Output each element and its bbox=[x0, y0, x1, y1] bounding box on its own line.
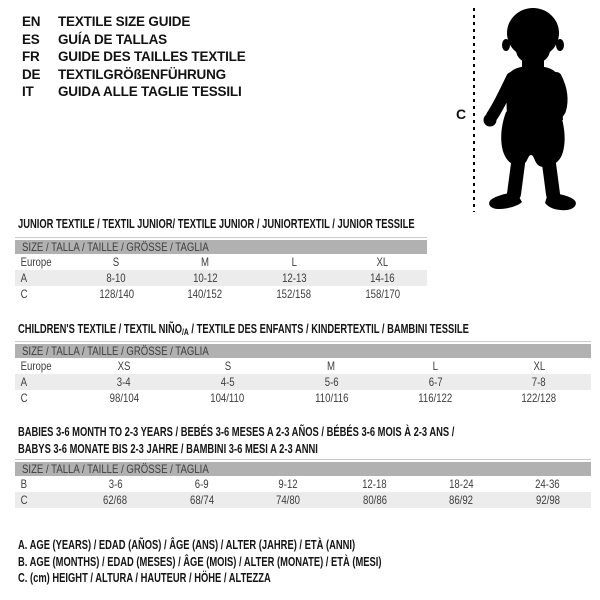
table-row bbox=[15, 476, 591, 492]
language-row bbox=[22, 48, 246, 66]
table-cell bbox=[280, 391, 384, 405]
table-cell-value: 6-7 bbox=[428, 375, 443, 389]
table-cell-value: M bbox=[201, 255, 210, 269]
table-row bbox=[15, 270, 427, 286]
table-cell-value: 80/86 bbox=[362, 493, 387, 507]
table-cell bbox=[161, 271, 250, 285]
table-cell-value: 68/74 bbox=[189, 493, 214, 507]
legend-notes bbox=[18, 537, 503, 587]
table-cell bbox=[383, 359, 487, 373]
table-cell-value: 12-13 bbox=[281, 271, 307, 285]
table-cell bbox=[280, 375, 384, 389]
table-cell-value: 128/140 bbox=[99, 287, 134, 301]
table-cell bbox=[418, 493, 505, 507]
babies-table-title: BABIES 3-6 MONTH TO 2-3 YEARS / BEBÉS 3-6 MESES A 2-3 AÑOS / BÉBÉS 3-6 MOIS À 2-3 ANS / BABYS 3-6 MONATE BIS 2-3 JAHRE / BAMBINI 3-6 MESI A 2-3 ANNI bbox=[18, 425, 455, 456]
row-label: Europe bbox=[20, 359, 52, 373]
table-cell-value: 3-6 bbox=[108, 477, 123, 491]
table-cell bbox=[338, 287, 427, 301]
table-row bbox=[15, 286, 427, 302]
table-cell bbox=[161, 287, 250, 301]
table-cell-value: 12-18 bbox=[362, 477, 388, 491]
size-header-text: SIZE / TALLA / TAILLE / GRÖSSE / TAGLIA bbox=[22, 240, 209, 254]
table-cell bbox=[487, 359, 591, 373]
table-top-rule bbox=[15, 341, 591, 342]
table-cell bbox=[72, 287, 161, 301]
table-row bbox=[15, 492, 591, 508]
table-cell bbox=[505, 493, 592, 507]
language-title: GUIDE DES TAILLES TEXTILE bbox=[58, 49, 246, 65]
legend-note-line: A. AGE (YEARS) / EDAD (AÑOS) / ÂGE (ANS) / ALTER (JAHRE) / ETÀ (ANNI) bbox=[18, 538, 356, 552]
table-cell bbox=[72, 271, 161, 285]
table-cell-value: S bbox=[113, 255, 120, 269]
table-cell-value: 116/122 bbox=[418, 391, 453, 405]
language-row bbox=[22, 13, 246, 31]
junior-table-title: JUNIOR TEXTILE / TEXTIL JUNIOR/ TEXTILE JUNIOR / JUNIORTEXTIL / JUNIOR TESSILE bbox=[18, 217, 415, 231]
table-cell bbox=[159, 477, 246, 491]
table-cell-value: M bbox=[327, 359, 336, 373]
table-cell-value: L bbox=[291, 255, 297, 269]
table-cell bbox=[72, 255, 161, 269]
figure-baby-height bbox=[450, 0, 600, 220]
row-label: B bbox=[20, 477, 28, 491]
table-cell bbox=[245, 477, 332, 491]
table-cell-value: 18-24 bbox=[448, 477, 474, 491]
table-row bbox=[15, 254, 427, 270]
table-cell bbox=[176, 391, 280, 405]
row-label: Europe bbox=[20, 255, 52, 269]
table-cell bbox=[72, 359, 176, 373]
junior-table-rows bbox=[15, 254, 427, 302]
language-code: IT bbox=[22, 84, 34, 100]
table-cell bbox=[176, 375, 280, 389]
language-title: TEXTILE SIZE GUIDE bbox=[58, 14, 191, 30]
size-header-text: SIZE / TALLA / TAILLE / GRÖSSE / TAGLIA bbox=[22, 462, 209, 476]
table-cell-value: 140/152 bbox=[187, 287, 223, 301]
language-code: EN bbox=[22, 14, 41, 30]
table-cell bbox=[383, 375, 487, 389]
table-cell bbox=[159, 493, 246, 507]
table-cell-value: 74/80 bbox=[276, 493, 301, 507]
language-title-list bbox=[22, 13, 246, 101]
size-header-bar bbox=[15, 462, 591, 476]
table-cell bbox=[245, 493, 332, 507]
row-label: C bbox=[20, 287, 28, 301]
legend-note-line: C. (cm) HEIGHT / ALTURA / HAUTEUR / HÖHE / ALTEZZA bbox=[18, 571, 271, 585]
table-cell-value: 98/104 bbox=[109, 391, 139, 405]
row-label: C bbox=[20, 493, 28, 507]
size-header-bar bbox=[15, 344, 591, 358]
table-cell bbox=[250, 287, 339, 301]
table-cell bbox=[505, 477, 592, 491]
table-cell-value: 24-36 bbox=[535, 477, 561, 491]
table-cell-value: 5-6 bbox=[324, 375, 339, 389]
size-header-text: SIZE / TALLA / TAILLE / GRÖSSE / TAGLIA bbox=[22, 344, 209, 358]
table-top-rule bbox=[15, 237, 427, 238]
language-row bbox=[22, 83, 246, 101]
table-cell-value: 14-16 bbox=[370, 271, 395, 285]
table-cell-value: 4-5 bbox=[220, 375, 235, 389]
children-size-table bbox=[15, 341, 591, 406]
junior-size-table bbox=[15, 237, 427, 302]
table-cell-value: 10-12 bbox=[192, 271, 218, 285]
table-cell bbox=[332, 477, 419, 491]
table-cell bbox=[332, 493, 419, 507]
table-cell-value: 6-9 bbox=[194, 477, 209, 491]
table-cell-value: 86/92 bbox=[449, 493, 474, 507]
table-cell-value: L bbox=[432, 359, 438, 373]
table-row bbox=[15, 374, 591, 390]
table-cell bbox=[72, 493, 159, 507]
table-cell bbox=[418, 477, 505, 491]
table-cell bbox=[338, 271, 427, 285]
legend-note-line: B. AGE (MONTHS) / EDAD (MESES) / ÂGE (MOIS) / ALTER (MONATE) / ETÀ (MESI) bbox=[18, 554, 382, 569]
babies-table-rows bbox=[15, 476, 591, 508]
height-measure-label: C bbox=[456, 106, 467, 122]
table-row bbox=[15, 390, 591, 406]
table-cell bbox=[250, 255, 339, 269]
table-cell bbox=[72, 391, 176, 405]
table-cell bbox=[487, 391, 591, 405]
table-cell-value: XS bbox=[117, 359, 131, 373]
row-label: A bbox=[20, 375, 28, 389]
children-table-title: CHILDREN'S TEXTILE / TEXTIL NIÑO/A / TEXTILE DES ENFANTS / KINDERTEXTIL / BAMBINI TESSILE bbox=[18, 322, 469, 337]
table-cell-value: 8-10 bbox=[106, 271, 126, 285]
table-cell-value: 122/128 bbox=[521, 391, 557, 405]
title-subscript: /A bbox=[182, 327, 189, 337]
language-code: FR bbox=[22, 49, 40, 65]
row-label: C bbox=[20, 391, 28, 405]
babies-size-table bbox=[15, 459, 591, 508]
table-cell-value: 104/110 bbox=[210, 391, 245, 405]
children-table-rows bbox=[15, 358, 591, 406]
table-row bbox=[15, 358, 591, 374]
baby-silhouette-icon bbox=[450, 0, 600, 220]
table-cell bbox=[72, 375, 176, 389]
language-code: ES bbox=[22, 31, 40, 47]
table-cell bbox=[383, 391, 487, 405]
size-header-bar bbox=[15, 240, 427, 254]
table-cell bbox=[176, 359, 280, 373]
table-cell bbox=[161, 255, 250, 269]
language-title: GUÍA DE TALLAS bbox=[58, 31, 167, 47]
table-cell-value: 62/68 bbox=[103, 493, 128, 507]
table-cell bbox=[250, 271, 339, 285]
table-cell-value: 9-12 bbox=[278, 477, 298, 491]
table-cell-value: 158/170 bbox=[365, 287, 400, 301]
table-cell-value: 92/98 bbox=[535, 493, 560, 507]
language-row bbox=[22, 31, 246, 49]
table-cell-value: 7-8 bbox=[532, 375, 547, 389]
table-cell-value: S bbox=[224, 359, 231, 373]
row-label: A bbox=[20, 271, 28, 285]
language-row bbox=[22, 66, 246, 84]
table-top-rule bbox=[15, 459, 591, 460]
table-cell bbox=[280, 359, 384, 373]
language-title: TEXTILGRÖßENFÜHRUNG bbox=[58, 66, 226, 82]
table-cell bbox=[338, 255, 427, 269]
table-cell-value: 3-4 bbox=[116, 375, 131, 389]
language-title: GUIDA ALLE TAGLIE TESSILI bbox=[58, 84, 242, 100]
table-cell-value: 152/158 bbox=[276, 287, 312, 301]
table-cell bbox=[487, 375, 591, 389]
language-code: DE bbox=[22, 66, 41, 82]
table-cell bbox=[72, 477, 159, 491]
table-cell-value: 110/116 bbox=[314, 391, 349, 405]
table-cell-value: XL bbox=[376, 255, 389, 269]
table-cell-value: XL bbox=[533, 359, 545, 373]
